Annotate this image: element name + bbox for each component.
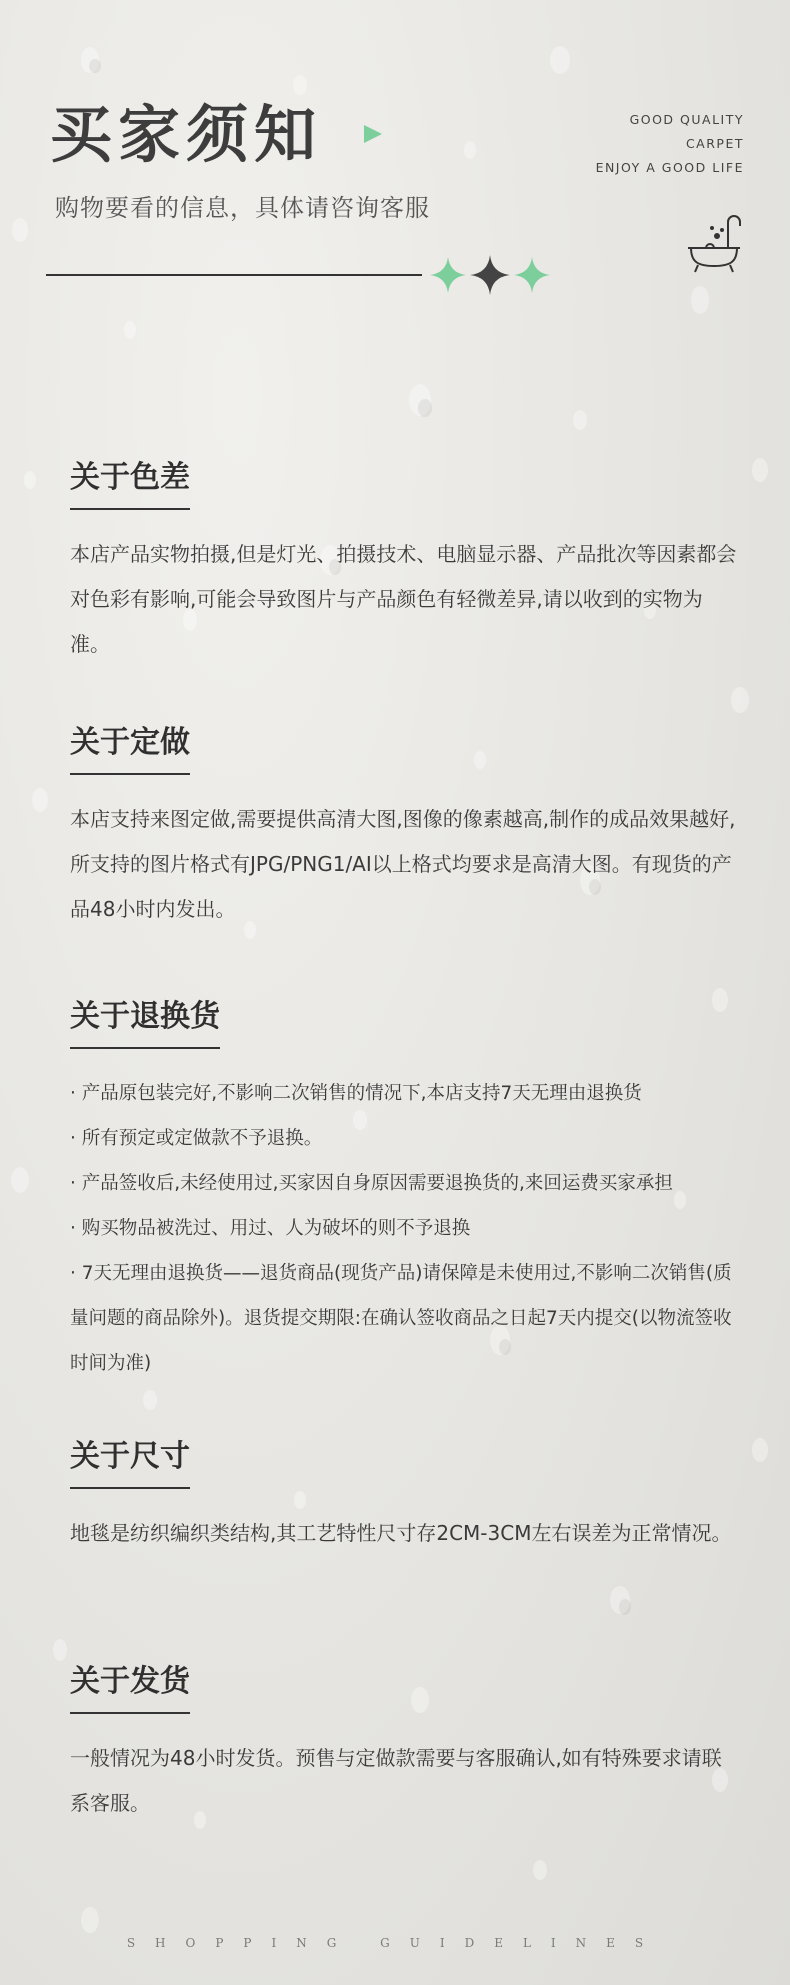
section-title: 关于定做 [70, 723, 190, 775]
tagline [596, 108, 744, 180]
sparkle-icon [514, 257, 550, 293]
page-title: 买家须知 [50, 98, 323, 171]
section-returns [70, 997, 740, 1386]
sparkle-group [428, 253, 552, 297]
sparkle-icon [430, 257, 466, 293]
tagline-line-3: ENJOY A GOOD LIFE [595, 160, 744, 175]
section-custom-order [70, 723, 740, 932]
section-text: 本店产品实物拍摄,但是灯光、拍摄技术、电脑显示器、产品批次等因素都会对色彩有影响,可能会导致图片与产品颜色有轻微差异,请以收到的实物为准。 [70, 542, 737, 656]
section-shipping [70, 1662, 740, 1826]
list-item: · 所有预定或定做款不予退换。 [70, 1128, 323, 1149]
section-text: 本店支持来图定做,需要提供高清大图,图像的像素越高,制作的成品效果越好,所支持的图片格式有JPG/PNG1/AI以上格式均要求是高清大图。有现货的产品48小时内发出。 [70, 807, 736, 921]
list-item: · 产品签收后,未经使用过,买家因自身原因需要退换货的,来回运费买家承担 [70, 1173, 673, 1194]
list-item: · 7天无理由退换货——退货商品(现货产品)请保障是未使用过,不影响二次销售(质量问题的商品除外)。退货提交期限:在确认签收商品之日起7天内提交(以物流签收时间为准) [70, 1263, 732, 1374]
play-triangle-icon [362, 123, 384, 145]
section-title: 关于退换货 [70, 997, 220, 1049]
list-item: · 购买物品被洗过、用过、人为破坏的则不予退换 [70, 1218, 471, 1239]
tagline-line-2: CARPET [685, 136, 744, 151]
footer-text: SHOPPING GUIDELINES [126, 1936, 664, 1950]
section-title: 关于发货 [70, 1662, 190, 1714]
section-title: 关于色差 [70, 458, 190, 510]
section-title: 关于尺寸 [70, 1437, 190, 1489]
section-text: 地毯是纺织编织类结构,其工艺特性尺寸存2CM-3CM左右误差为正常情况。 [70, 1521, 732, 1545]
bathtub-icon [684, 212, 744, 274]
header-divider [46, 274, 422, 276]
page-subtitle: 购物要看的信息，具体请咨询客服 [55, 194, 430, 222]
sparkle-icon [470, 255, 510, 295]
returns-list [70, 1071, 740, 1386]
section-size [70, 1437, 740, 1556]
section-color-difference [70, 458, 740, 667]
tagline-line-1: GOOD QUALITY [629, 112, 744, 127]
section-text: 一般情况为48小时发货。预售与定做款需要与客服确认,如有特殊要求请联系客服。 [70, 1746, 722, 1815]
list-item: · 产品原包装完好,不影响二次销售的情况下,本店支持7天无理由退换货 [70, 1083, 642, 1104]
